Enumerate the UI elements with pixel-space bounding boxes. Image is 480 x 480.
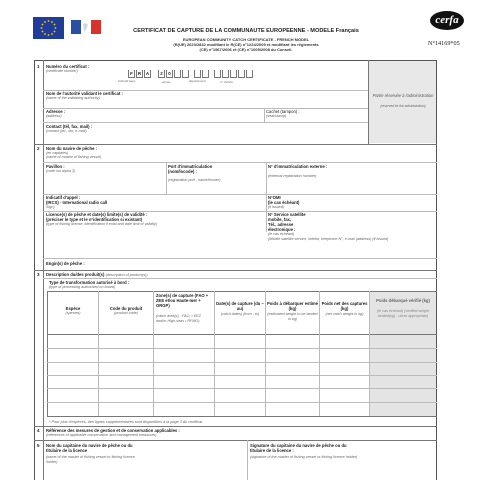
cert-digit-order-3[interactable] — [230, 70, 237, 78]
col-catch-dates-sub: (catch dates) (from - to) — [220, 312, 260, 316]
table-row[interactable] — [47, 362, 437, 363]
callsign-label: Indicatif d'appel : — [46, 195, 81, 200]
col-catch-dates-label: Date(s) de capture (du – au) — [216, 301, 264, 311]
flag-label: Pavillon : — [46, 164, 65, 169]
section-4-number: 4 — [37, 428, 40, 433]
signature-label: Signature du capitaine du navire de pêche ou du titulaire de la licence : — [250, 443, 347, 453]
cert-digit-r[interactable]: R — [137, 71, 142, 76]
col-net-weight-sub: (net catch weight in kg) — [325, 312, 364, 316]
col-product-code-sub: (product code) — [114, 311, 138, 315]
col-verified-weight-label: Poids débarqué vérifié (kg) — [376, 298, 430, 303]
stamp-sub: (seal/stamp) — [266, 114, 287, 118]
col-estimated-weight-sub: (estimated weight to be landed in kg) — [267, 312, 318, 321]
cert-hint-order: n° d'ordre — [220, 80, 233, 84]
cert-hint-dept: département — [189, 79, 206, 83]
table-row[interactable] — [47, 348, 437, 349]
cerfa-logo: cerfa — [430, 11, 464, 30]
vessel-name-sub: (en capitales) — [46, 151, 69, 155]
col-catch-area-sub: (catch area(s) - FAO, • EEZ and/or High-seas • RFMO) — [156, 314, 201, 323]
imo-label-2: (le cas échéant) — [268, 200, 300, 205]
callsign-sub: Sign) — [46, 205, 55, 209]
cert-hint-country: indicatif pays — [118, 79, 136, 83]
cert-digit-order-1[interactable] — [214, 70, 221, 78]
document-subtitle — [126, 37, 366, 53]
signature-sub: (signature of the master of fishing vessel or fishing licence holder) — [250, 455, 358, 459]
master-name-sub: (name of the master of fishing vessel or fishing licence holder) — [46, 455, 135, 464]
contact-sub: (contact (tel., fax, e-mail) — [46, 129, 87, 133]
cerfa-number: N°14169*05 — [428, 40, 460, 47]
processing-sub: (type of processing authorised on board) — [49, 285, 116, 289]
cert-digit-dept-2[interactable] — [202, 70, 209, 78]
inmarsat-label: N° Service satellite — [268, 212, 306, 217]
col-catch-area-label: Zone(s) de capture (FAO + ZEE et/ou Haute-mer + ORGP) — [156, 293, 209, 308]
col-species-label: Espèce — [65, 306, 81, 311]
port-sub: (registration port - name/locode) — [168, 178, 221, 182]
cert-digit-order-4[interactable] — [238, 70, 245, 78]
registration-sub: (external registration number) — [268, 174, 317, 178]
cert-digit-dept-1[interactable] — [194, 70, 201, 78]
col-product-code-label: Code du produit — [109, 306, 143, 311]
products-sub: (description of product(s)) — [105, 273, 148, 277]
species-footnote: * Pour plus d'espèces, des lignes supplémentaires sont disponibles à la page 3 du certificat — [49, 420, 203, 424]
document-title: CERTIFICAT DE CAPTURE DE LA COMMUNAUTE EUROPEENNE - MODELE Français — [133, 28, 359, 34]
table-row[interactable] — [47, 375, 437, 376]
licence-sub: (type of fishing license, identification if exist and date limit of validity) — [46, 222, 158, 226]
eu-flag-logo — [33, 17, 64, 39]
vessel-name-sub-en: (name of master of fishing vessel) — [46, 155, 102, 159]
col-verified-weight-sub: (le cas échéant) (verified weight landed(kg) - when appropriate) — [376, 309, 430, 318]
inmarsat-sub: (le cas échéant) — [268, 232, 295, 236]
callsign-label-2: (IRCS) - International radio call — [46, 200, 108, 205]
port-label: Port d'immatriculation (nom/locode) : — [168, 164, 213, 174]
subtitle-regulation: (R(UE) 2023/2842 modifiant le R(CE) n°1224/2009 et modifiant les règlements — [173, 42, 319, 48]
section-5-number: 5 — [37, 443, 40, 448]
licence-label-2: (préciser le type et le n°identification si existant) — [46, 217, 143, 222]
stamp-label: Cachet (tampon) : — [266, 109, 300, 114]
contact-label: Contact (tél, fax, mail) : — [46, 124, 93, 129]
cert-digit-year-4[interactable] — [182, 70, 189, 78]
products-label: Description du/des produit(s) — [46, 272, 105, 277]
col-species-sub: (species) — [65, 311, 81, 315]
cert-digit-year-3[interactable] — [174, 70, 181, 78]
cert-digit-a[interactable]: A — [145, 71, 150, 76]
authority-name-sub: (name of the validating authority) — [46, 96, 100, 100]
processing-label: Type de transformation autorisé à bord : — [49, 280, 130, 285]
republique-francaise-logo — [71, 18, 101, 38]
authority-name-label: Nom de l'autorité validant le certificat : — [46, 91, 123, 96]
table-row[interactable] — [47, 388, 437, 389]
cert-hint-year: année — [162, 80, 171, 84]
inmarsat-sub-2: (Mobile satellite service, telefax, telephone N°, e-mail (address) (if issued) — [268, 237, 389, 241]
conservation-measures-sub: (references of applicable conservation and management measures) — [46, 433, 157, 437]
address-label: Adresse : — [46, 109, 66, 114]
imo-sub: (if issued) — [268, 205, 284, 209]
conservation-measures-label: Référence des mesures de gestion et de conservation applicables : — [46, 428, 180, 433]
licence-label: Licence(s) de pêche et date(s) limite(s) de validité : — [46, 212, 148, 217]
vessel-name-label: Nom du navire de pêche : — [46, 146, 97, 151]
cert-digit-year-1[interactable]: 2 — [158, 70, 165, 78]
section-2-number: 2 — [37, 146, 40, 151]
subtitle-english: EUROPEAN COMMUNITY CATCH CERTIFICATE - FRENCH MODEL — [182, 37, 310, 42]
inmarsat-label-2: mobile, fax, — [268, 217, 292, 222]
subtitle-regulation-cont: (CE) n°1967/2006 et (CE) n°1005/2008 du Conseil. — [199, 47, 293, 53]
registration-label: N° d'immatriculation externe : — [268, 164, 328, 169]
cert-digit-order-2[interactable] — [222, 70, 229, 78]
cert-number-sub: (certificate number) — [46, 69, 78, 73]
cert-number-label: Numéro du certificat : — [46, 64, 90, 69]
cert-digit-order-5[interactable] — [246, 70, 253, 78]
admin-reserved-sub: (reserved for the administration) — [380, 104, 426, 108]
col-estimated-weight-label: Poids à débarquer estimé (kg) — [267, 301, 318, 311]
table-row[interactable] — [47, 402, 437, 403]
section-1-number: 1 — [37, 64, 40, 69]
cert-digit-f[interactable]: F — [128, 70, 135, 78]
admin-reserved-label: Partie réservée à l'administration — [372, 93, 434, 98]
imo-label: N°OMI — [268, 195, 281, 200]
fishing-gear-label: Engin(s) de pêche : — [46, 261, 85, 266]
flag-sub: (code iso alpha 3) — [46, 169, 76, 173]
inmarsat-label-3: Tél., adresse — [268, 222, 294, 227]
address-sub: (address) — [46, 114, 62, 118]
section-3-number: 3 — [37, 272, 40, 277]
inmarsat-label-4: électronique : — [268, 227, 296, 232]
cert-digit-year-2[interactable]: 0 — [166, 70, 173, 78]
admin-reserved-area — [368, 61, 436, 143]
col-net-weight-label: Poids net des captures (kg) — [321, 301, 368, 311]
master-name-label: Nom du capitaine du navire de pêche ou du titulaire de la licence — [46, 443, 133, 453]
